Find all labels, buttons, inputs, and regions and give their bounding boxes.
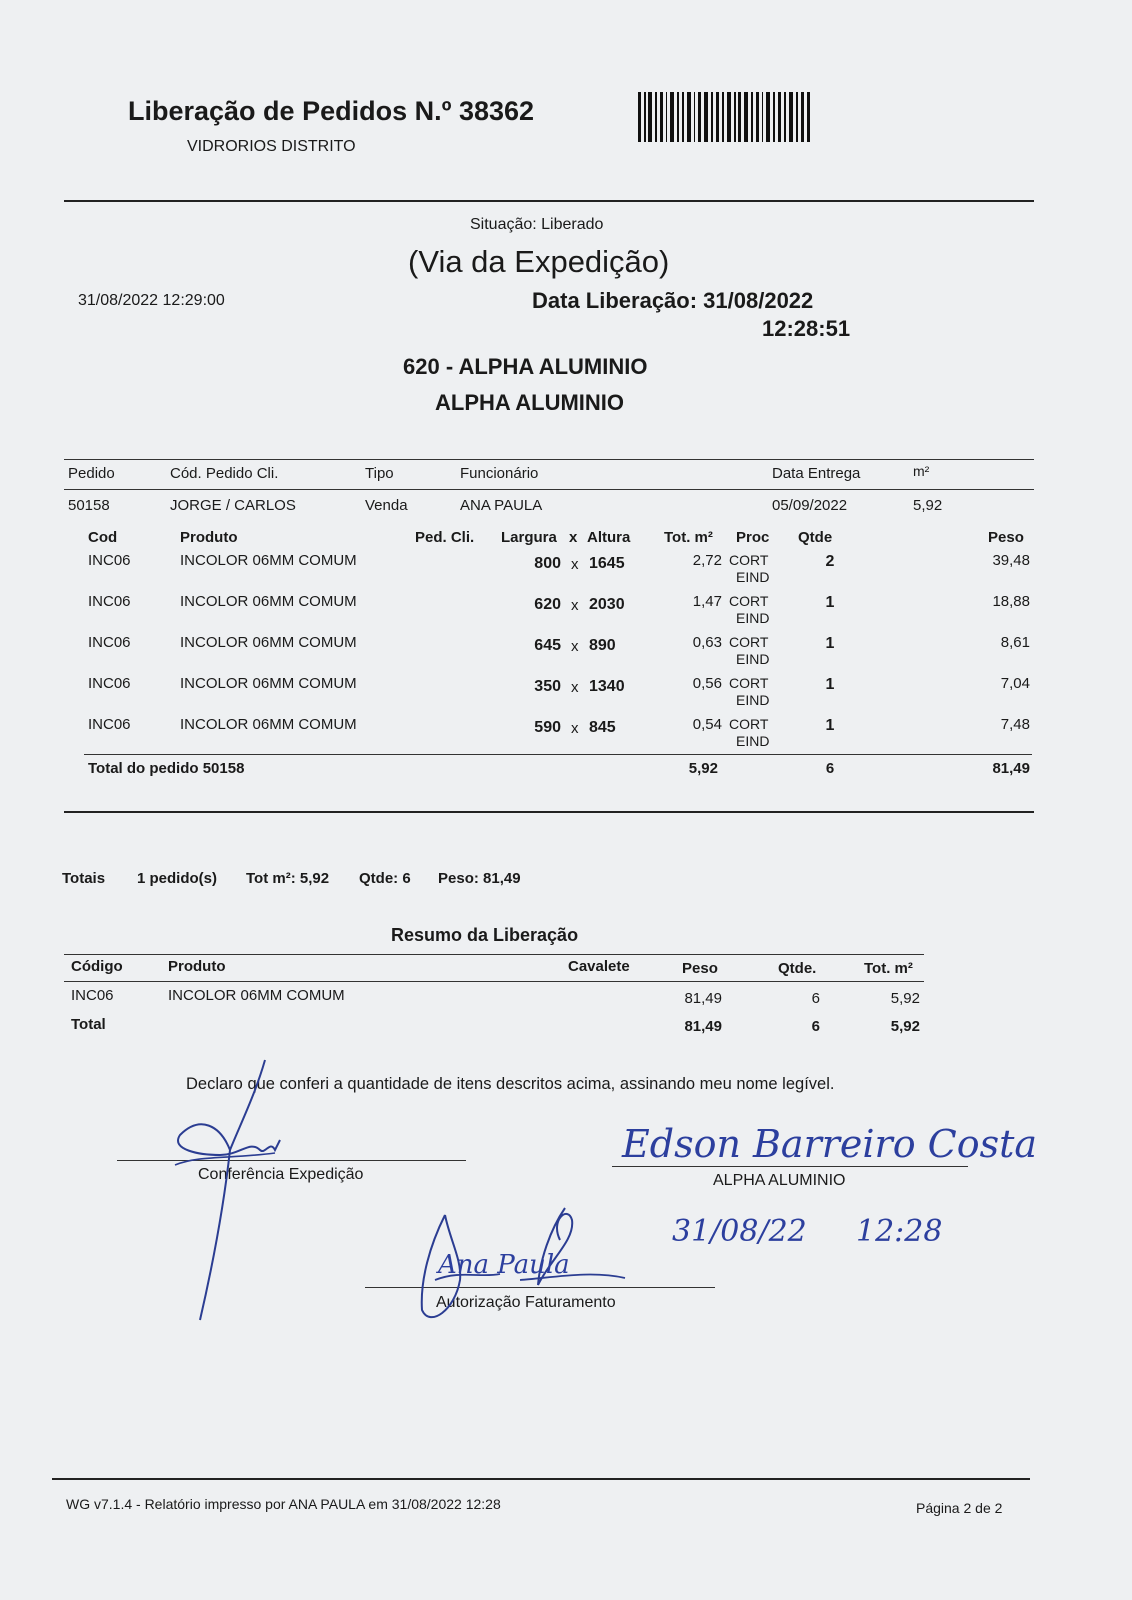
order-total-label: Total do pedido 50158: [88, 760, 245, 777]
order-header-tipo: Tipo: [365, 465, 394, 482]
footer-page-number: Página 2 de 2: [916, 1500, 1003, 1516]
items-header-produto: Produto: [180, 529, 238, 546]
items-header-altura: Altura: [587, 529, 631, 546]
order-header-m2: m²: [913, 463, 930, 479]
item-largura: 620: [534, 596, 561, 613]
handwritten-time: 12:28: [856, 1214, 943, 1249]
signature-label-conferencia: Conferência Expedição: [198, 1166, 364, 1183]
item-x: x: [571, 597, 579, 614]
print-datetime: 31/08/2022 12:29:00: [78, 292, 225, 309]
items-header-qtde: Qtde: [798, 529, 833, 546]
header-divider: [64, 200, 1034, 202]
items-header-ped-cli: Ped. Cli.: [415, 529, 475, 546]
item-proc-2: EIND: [736, 692, 770, 708]
summary-header-produto: Produto: [168, 958, 226, 975]
item-qtde: 2: [825, 553, 835, 570]
section-divider: [64, 811, 1034, 813]
item-x: x: [571, 720, 579, 737]
items-header-cod: Cod: [88, 529, 118, 546]
summary-total-peso: 81,49: [684, 1018, 722, 1035]
summary-row-produto: INCOLOR 06MM COMUM: [168, 987, 345, 1004]
company-name: VIDRORIOS DISTRITO: [187, 138, 356, 155]
summary-row-qtde: 6: [811, 990, 820, 1007]
order-row-cod-pedido-cli: JORGE / CARLOS: [170, 497, 296, 514]
signature-label-client: ALPHA ALUMINIO: [713, 1172, 846, 1189]
item-proc-2: EIND: [736, 733, 770, 749]
item-produto: INCOLOR 06MM COMUM: [180, 716, 357, 733]
signature-label-autorizacao: Autorização Faturamento: [436, 1294, 616, 1311]
declaration-text: Declaro que conferi a quantidade de itens descritos acima, assinando meu nome legível.: [186, 1075, 835, 1093]
item-proc-1: CORT: [729, 716, 769, 732]
order-header-data-entrega: Data Entrega: [772, 465, 861, 482]
order-header-pedido: Pedido: [68, 465, 115, 482]
item-proc-2: EIND: [736, 651, 770, 667]
item-proc-2: EIND: [736, 569, 770, 585]
items-header-x: x: [569, 529, 578, 546]
copy-type: (Via da Expedição): [408, 244, 670, 279]
totals-pedidos: 1 pedido(s): [137, 870, 218, 887]
summary-total-tot-m2: 5,92: [890, 1018, 920, 1035]
item-cod: INC06: [88, 593, 131, 610]
summary-header-peso: Peso: [682, 960, 718, 977]
item-altura: 890: [589, 637, 616, 654]
item-peso: 7,48: [1000, 716, 1030, 733]
handwritten-date: 31/08/22: [672, 1214, 807, 1249]
item-altura: 845: [589, 719, 616, 736]
order-row-m2: 5,92: [913, 497, 943, 514]
order-header-funcionario: Funcionário: [460, 465, 539, 482]
order-total-qtde: 6: [825, 760, 835, 777]
order-header-cod-pedido-cli: Cód. Pedido Cli.: [170, 465, 279, 482]
item-tot-m2: 1,47: [692, 593, 722, 610]
item-x: x: [571, 679, 579, 696]
document-title: Liberação de Pedidos N.º 38362: [128, 96, 535, 126]
item-proc-2: EIND: [736, 610, 770, 626]
order-total-rule: [84, 754, 1032, 755]
signature-conferencia-scribble: [160, 1055, 290, 1325]
item-produto: INCOLOR 06MM COMUM: [180, 634, 357, 651]
item-qtde: 1: [825, 594, 835, 611]
totals-label: Totais: [62, 870, 106, 887]
release-date: Data Liberação: 31/08/2022: [532, 288, 814, 313]
summary-header-rule: [64, 981, 924, 982]
order-table-header-rule: [64, 489, 1034, 490]
item-qtde: 1: [825, 635, 835, 652]
order-row-pedido: 50158: [68, 497, 110, 514]
summary-row-codigo: INC06: [71, 987, 114, 1004]
item-x: x: [571, 638, 579, 655]
summary-total-label: Total: [71, 1016, 106, 1033]
item-tot-m2: 2,72: [692, 552, 722, 569]
summary-header-tot-m2: Tot. m²: [864, 960, 913, 977]
handwritten-client-name: Edson Barreiro Costa: [622, 1122, 1038, 1166]
item-proc-1: CORT: [729, 675, 769, 691]
item-qtde: 1: [825, 676, 835, 693]
order-row-tipo: Venda: [365, 497, 408, 514]
item-peso: 18,88: [992, 593, 1030, 610]
item-altura: 1645: [589, 555, 625, 572]
item-peso: 7,04: [1000, 675, 1030, 692]
summary-header-codigo: Código: [71, 958, 123, 975]
items-header-largura: Largura: [501, 529, 557, 546]
items-header-tot-m2: Tot. m²: [664, 529, 713, 546]
summary-total-qtde: 6: [811, 1018, 820, 1035]
item-tot-m2: 0,56: [692, 675, 722, 692]
item-altura: 2030: [589, 596, 625, 613]
item-cod: INC06: [88, 552, 131, 569]
footer-divider: [52, 1478, 1030, 1480]
barcode-icon: [638, 92, 810, 142]
item-cod: INC06: [88, 675, 131, 692]
client-name: ALPHA ALUMINIO: [435, 390, 625, 415]
items-header-proc: Proc: [736, 529, 770, 546]
item-cod: INC06: [88, 634, 131, 651]
item-produto: INCOLOR 06MM COMUM: [180, 593, 357, 610]
summary-title: Resumo da Liberação: [391, 925, 579, 945]
totals-peso: Peso: 81,49: [438, 870, 521, 887]
order-row-funcionario: ANA PAULA: [460, 497, 543, 514]
item-x: x: [571, 556, 579, 573]
item-produto: INCOLOR 06MM COMUM: [180, 552, 357, 569]
signature-line-client: [612, 1166, 968, 1167]
item-largura: 645: [534, 637, 561, 654]
item-largura: 590: [534, 719, 561, 736]
item-qtde: 1: [825, 717, 835, 734]
item-proc-1: CORT: [729, 634, 769, 650]
item-largura: 350: [534, 678, 561, 695]
summary-header-cavalete: Cavalete: [568, 958, 630, 975]
order-table-top-rule: [64, 459, 1034, 460]
order-total-peso: 81,49: [992, 760, 1030, 777]
summary-header-qtde: Qtde.: [778, 960, 817, 977]
release-time: 12:28:51: [762, 316, 851, 341]
item-peso: 39,48: [992, 552, 1030, 569]
item-cod: INC06: [88, 716, 131, 733]
item-proc-1: CORT: [729, 593, 769, 609]
item-proc-1: CORT: [729, 552, 769, 568]
totals-qtde: Qtde: 6: [359, 870, 411, 887]
item-tot-m2: 0,63: [692, 634, 722, 651]
items-header-peso: Peso: [988, 529, 1024, 546]
footer-print-info: WG v7.1.4 - Relatório impresso por ANA PAULA em 31/08/2022 12:28: [66, 1496, 501, 1512]
item-peso: 8,61: [1000, 634, 1030, 651]
client-code-name: 620 - ALPHA ALUMINIO: [403, 354, 648, 379]
item-tot-m2: 0,54: [692, 716, 722, 733]
order-row-data-entrega: 05/09/2022: [772, 497, 848, 514]
totals-m2: Tot m²: 5,92: [246, 870, 330, 887]
handwritten-autorizacao-name: Ana Paula: [438, 1250, 570, 1280]
item-altura: 1340: [589, 678, 625, 695]
item-largura: 800: [534, 555, 561, 572]
summary-row-tot-m2: 5,92: [890, 990, 920, 1007]
item-produto: INCOLOR 06MM COMUM: [180, 675, 357, 692]
summary-top-rule: [64, 954, 924, 955]
order-total-m2: 5,92: [688, 760, 718, 777]
status-text: Situação: Liberado: [470, 216, 604, 233]
summary-row-peso: 81,49: [684, 990, 722, 1007]
